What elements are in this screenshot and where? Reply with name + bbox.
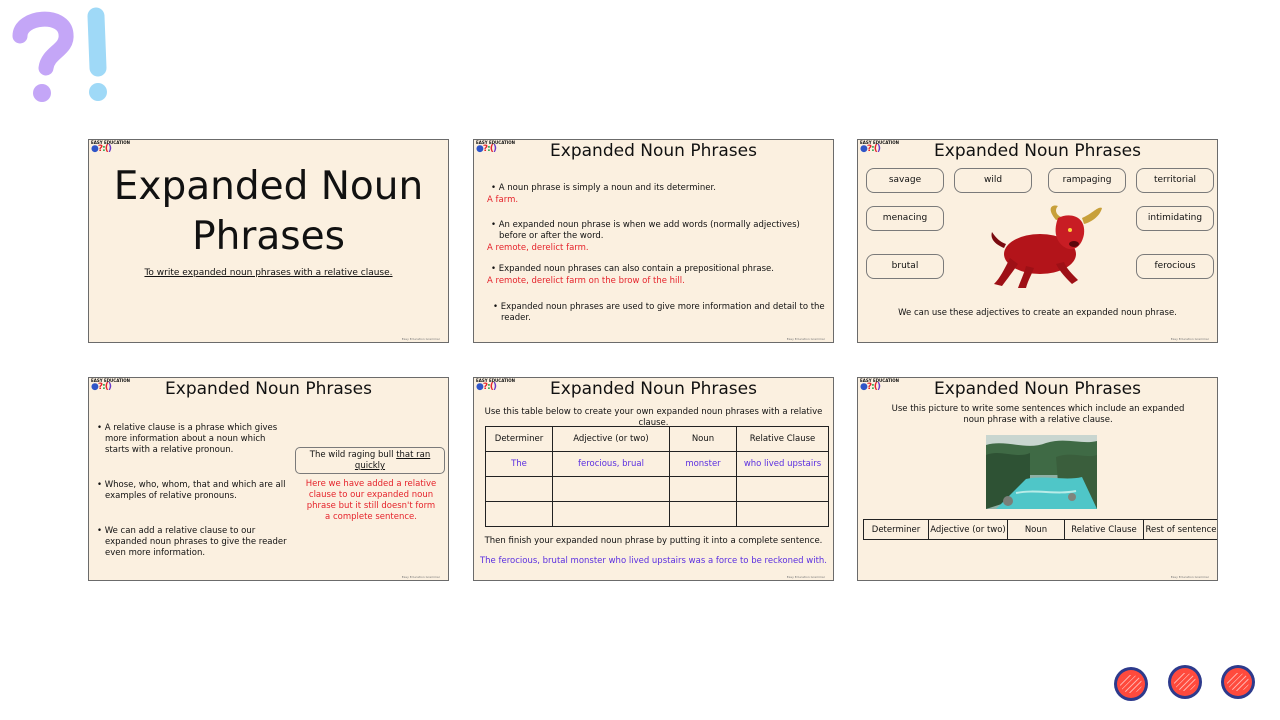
slide-footer: Easy Education Grammar — [786, 575, 825, 579]
slide-thumbnail-3[interactable] — [857, 139, 1218, 343]
noun-phrase-table — [485, 426, 829, 527]
adjective-pill: rampaging — [1048, 168, 1126, 193]
table-cell — [670, 502, 737, 527]
table-header: Noun — [1008, 520, 1065, 540]
slide-title: Expanded Noun Phrases — [113, 164, 424, 259]
table-cell — [553, 477, 670, 502]
bullet-text: • We can add a relative clause to our expanded noun phrases to give the reader even more information. — [97, 526, 287, 558]
slide-thumbnail-6[interactable] — [857, 377, 1218, 581]
example-text: A farm. — [487, 195, 519, 205]
river-landscape-image — [986, 435, 1097, 509]
table-row — [486, 477, 829, 502]
adjective-pill: ferocious — [1136, 254, 1214, 279]
example-note: Here we have added a relative clause to our expanded noun phrase but it still doesn't form a complete sentence. — [305, 479, 437, 522]
example-text: A remote, derelict farm on the brow of the hill. — [487, 276, 685, 286]
example-phrase-box — [295, 447, 445, 474]
bullet-text: • Whose, who, whom, that and which are all examples of relative pronouns. — [97, 480, 286, 501]
table-cell — [486, 502, 553, 527]
table-header: Relative Clause — [1065, 520, 1144, 540]
example-clause-text: that ran quickly — [354, 450, 431, 471]
adjective-pill: territorial — [1136, 168, 1214, 193]
question-exclaim-logo-icon — [12, 6, 122, 106]
table-cell — [737, 477, 829, 502]
adjective-pill: wild — [954, 168, 1032, 193]
slide-subtitle: To write expanded noun phrases with a relative clause. — [144, 268, 393, 278]
table-cell: who lived upstairs — [737, 452, 829, 477]
slide-footer: Easy Education Grammar — [1170, 337, 1209, 341]
table-row — [486, 452, 829, 477]
slide-intro: Use this table below to create your own expanded noun phrases with a relative clause. — [484, 407, 823, 428]
slide-thumbnail-1[interactable] — [88, 139, 449, 343]
table-cell: The — [486, 452, 553, 477]
brand-mark-icon: ●?:() — [476, 382, 496, 392]
brand-name: EASY EDUCATION — [91, 140, 130, 145]
bullet-text: • Expanded noun phrases can also contain a prepositional phrase. — [491, 264, 774, 274]
brand-mark-icon: ●?:() — [860, 382, 880, 392]
table-cell — [737, 502, 829, 527]
bullet-text: • Expanded noun phrases are used to give more information and detail to the reader. — [493, 302, 825, 323]
brand-name: EASY EDUCATION — [476, 140, 515, 145]
nav-previous-icon[interactable] — [1114, 667, 1148, 701]
brand-name: EASY EDUCATION — [476, 378, 515, 383]
adjective-pill: intimidating — [1136, 206, 1214, 231]
brand-name: EASY EDUCATION — [860, 378, 899, 383]
slide-footer: Easy Education Grammar — [1170, 575, 1209, 579]
table-header: Relative Clause — [737, 427, 829, 452]
slide-footer: Easy Education Grammar — [401, 575, 440, 579]
brand-mark-icon: ●?:() — [476, 144, 496, 154]
slide-title: Expanded Noun Phrases — [550, 379, 757, 399]
table-header: Determiner — [486, 427, 553, 452]
adjective-pill: brutal — [866, 254, 944, 279]
table-header: Adjective (or two) — [929, 520, 1008, 540]
table-row — [486, 502, 829, 527]
slide-footer: Easy Education Grammar — [786, 337, 825, 341]
table-header: Determiner — [864, 520, 929, 540]
brand-mark-icon: ●?:() — [91, 382, 111, 392]
table-cell: monster — [670, 452, 737, 477]
slide-thumbnail-2[interactable] — [473, 139, 834, 343]
example-plain-text: The wild raging bull — [309, 450, 397, 460]
table-cell — [670, 477, 737, 502]
table-cell — [553, 502, 670, 527]
blank-sentence-table — [863, 519, 1218, 540]
bullet-text: • A relative clause is a phrase which gives more information about a noun which starts with a relative pronoun. — [97, 423, 278, 455]
slide-title: Expanded Noun Phrases — [934, 379, 1141, 399]
example-sentence: The ferocious, brutal monster who lived upstairs was a force to be reckoned with. — [479, 556, 828, 566]
brand-mark-icon: ●?:() — [860, 144, 880, 154]
slide-thumbnail-5[interactable] — [473, 377, 834, 581]
nav-next-icon[interactable] — [1221, 665, 1255, 699]
example-text: A remote, derelict farm. — [487, 243, 589, 253]
brand-mark-icon: ●?:() — [91, 144, 111, 154]
nav-home-icon[interactable] — [1168, 665, 1202, 699]
slide-thumbnail-4[interactable] — [88, 377, 449, 581]
slide-caption: We can use these adjectives to create an expanded noun phrase. — [898, 308, 1177, 318]
slide-title: Expanded Noun Phrases — [934, 141, 1141, 161]
table-header: Adjective (or two) — [553, 427, 670, 452]
brand-name: EASY EDUCATION — [860, 140, 899, 145]
slide-instruction: Then finish your expanded noun phrase by putting it into a complete sentence. — [484, 536, 823, 546]
table-cell — [486, 477, 553, 502]
slide-intro: Use this picture to write some sentences which include an expanded noun phrase with a relative clause. — [891, 404, 1185, 425]
slide-title: Expanded Noun Phrases — [550, 141, 757, 161]
table-header: Rest of sentence — [1144, 520, 1219, 540]
slide-footer: Easy Education Grammar — [401, 337, 440, 341]
slide-title: Expanded Noun Phrases — [165, 379, 372, 399]
table-header: Noun — [670, 427, 737, 452]
bullet-text: • An expanded noun phrase is when we add words (normally adjectives) before or after the word. — [491, 220, 800, 241]
bullet-text: • A noun phrase is simply a noun and its determiner. — [491, 183, 716, 193]
adjective-pill: savage — [866, 168, 944, 193]
adjective-pill: menacing — [866, 206, 944, 231]
bull-illustration-icon — [986, 204, 1108, 290]
table-cell: ferocious, brual — [553, 452, 670, 477]
brand-name: EASY EDUCATION — [91, 378, 130, 383]
